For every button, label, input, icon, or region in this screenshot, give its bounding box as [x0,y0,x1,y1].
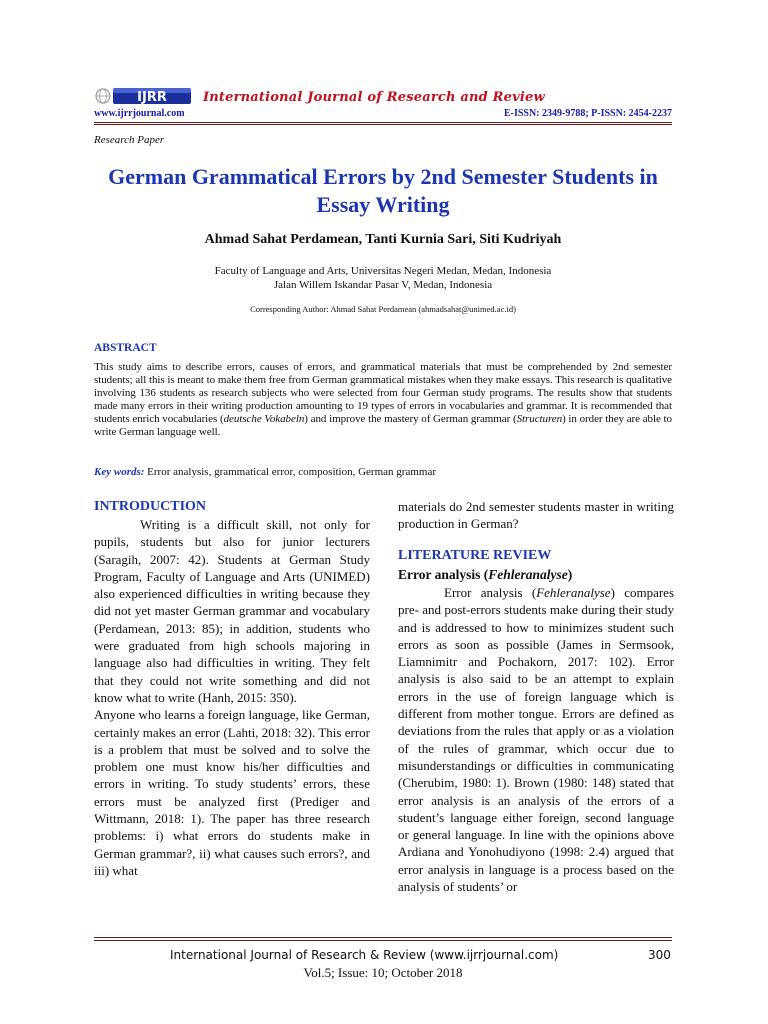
footer-volume: Vol.5; Issue: 10; October 2018 [303,965,463,980]
literature-review-body [398,584,674,895]
paper-type: Research Paper [94,134,165,146]
corresponding-author: Corresponding Author: Ahmad Sahat Perdamean (ahmadsahat@unimed.ac.id) [250,304,516,314]
keywords [94,466,672,478]
abstract-term-structuren: Structuren [516,412,563,425]
abstract-term-vokabeln: deutsche Vokabeln [223,412,305,425]
journal-logo [94,86,194,106]
footer-journal: International Journal of Research & Review (www.ijrrjournal.com) [170,948,559,962]
abstract-text: This study aims to describe errors, causes of errors, and grammatical materials that must be comprehended by 2nd semester students; all this is meant to make them free from German grammatical mistakes when they make essays. This research is qualitative involving 136 students as research subjects who were selected from four German study programs. The results show that students made many errors in their writing production amounting to 19 types of errors in vocabularies and grammar. It is recommended that students enrich vocabularies (deutsche Vokabeln) and improve the mastery of German grammar (Structuren) in order they are able to write German language well. [94,361,672,438]
header-rule [94,122,672,123]
header-rule-secondary [94,124,672,125]
authors: Ahmad Sahat Perdamean, Tanti Kurnia Sari, Siti Kudriyah [204,232,562,247]
introduction-heading: INTRODUCTION [94,499,207,514]
journal-url-link[interactable]: www.ijrrjournal.com [94,108,185,119]
introduction-paragraph-1: Writing is a difficult skill, not only for pupils, students but also for junior lecturers (Saragih, 2007: 42). Students at German Study Program, Faculty of Language and Arts (UNIMED) also experienced difficulties in writing because they did not yet master German grammar and vocabulary (Perdamean, 2013: 85); in addition, students who were graduated from high schools majoring in language also had difficulties in writing. They felt that they could not write something and did not know what to write (Hanh, 2015: 350). [94,517,370,705]
journal-name: International Journal of Research and Review [203,90,545,105]
keywords-label: Key words: [94,466,145,478]
issn: E-ISSN: 2349-9788; P-ISSN: 2454-2237 [503,108,672,119]
paper-title: German Grammatical Errors by 2nd Semester Students in Essay Writing [108,164,658,217]
page-number: 300 [648,948,671,962]
error-analysis-subheading: Error analysis (Fehleranalyse) [398,567,573,582]
affiliation-line-1: Faculty of Language and Arts, Universitas Negeri Medan, Medan, Indonesia [214,265,552,277]
svg-text:IJRR: IJRR [137,90,167,105]
abstract-heading: ABSTRACT [94,342,157,354]
introduction-paragraph-2: Anyone who learns a foreign language, like German, certainly makes an error (Lahti, 2018: 32). This error is a problem that must be solved and to solve the problem one must know his/her difficulties and errors in writing. To study students’ errors, these errors must be analyzed first (Prediger and Wittmann, 2018: 1). The paper has three research problems: i) what errors do students make in German grammar?, ii) what causes such errors?, and iii) what [94,707,370,878]
footer-rule-secondary [94,940,672,941]
ijrr-logo-icon [94,86,194,106]
keywords-list: Error analysis, grammatical error, composition, German grammar [147,466,436,478]
footer-rule [94,937,672,938]
literature-review-heading: LITERATURE REVIEW [398,548,552,563]
affiliation-line-2: Jalan Willem Iskandar Pasar V, Medan, Indonesia [273,279,493,291]
introduction-paragraph-2-continued: materials do 2nd semester students master in writing production in German? [398,499,674,532]
introduction-body [94,516,370,879]
affiliation [94,264,672,292]
introduction-continuation [398,498,674,533]
literature-review-paragraph: Error analysis (Fehleranalyse) compares pre- and post-errors students make during their study and is addressed to how to minimizes student such errors as soon as possible (James in Sermsook, Liamnimitr and Pochakorn, 2017: 102). Error analysis is also said to be an attempt to explain errors in the use of foreign language which is different from mother tongue. Errors are defined as deviations from the rules that apply or as a violation of the rules of grammar, which occur due to misunderstandings or difficulties in communicating (Cherubim, 1980: 1). Brown (1980: 148) stated that error analysis is an analysis of the errors of a student’s language either foreign, second language or general language. In line with the opinions above Ardiana and Yonohudiyono (1998: 2.4) argued that error analysis in language is a process based on the analysis of students’ or [398,585,674,895]
